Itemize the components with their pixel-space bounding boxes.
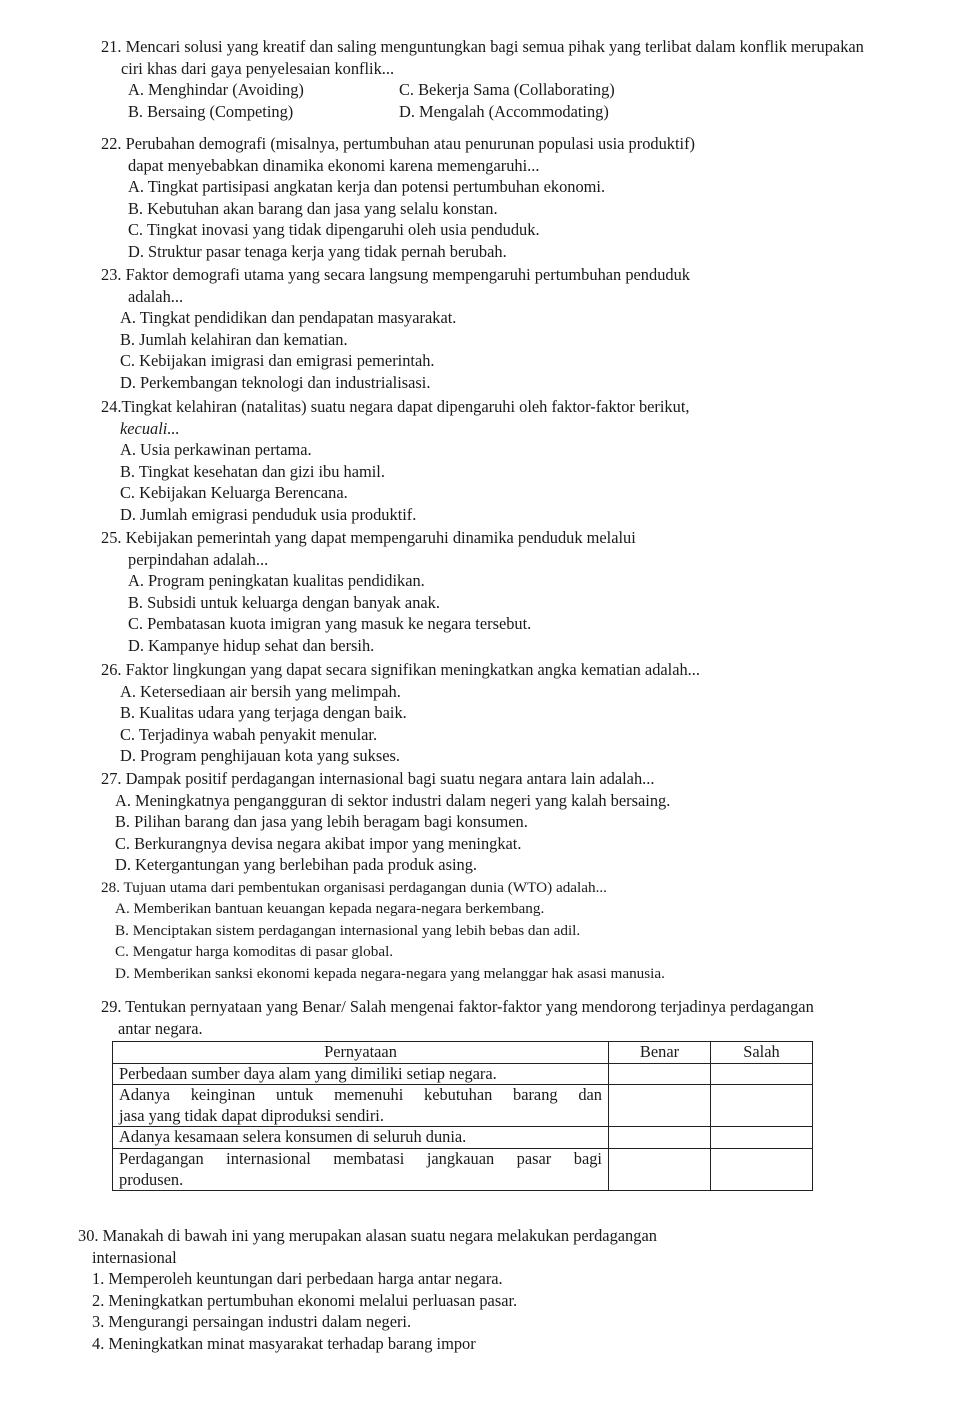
question-stem-continued: antar negara. [118,1018,203,1038]
question-stem: 23. Faktor demografi utama yang secara langsung mempengaruhi pertumbuhan penduduk [101,265,690,284]
question-stem-continued: ciri khas dari gaya penyelesaian konflik... [121,58,395,78]
option-c[interactable]: C. Tingkat inovasi yang tidak dipengaruhi oleh usia penduduk. [128,220,540,240]
benar-cell[interactable] [609,1148,711,1190]
option-c[interactable]: C. Kebijakan Keluarga Berencana. [120,483,348,503]
option-c[interactable]: C. Bekerja Sama (Collaborating) [399,80,615,100]
statement-cell [113,1148,609,1190]
table-row [113,1085,813,1127]
header-salah: Salah [711,1042,813,1064]
question-27 [101,768,670,876]
option-b[interactable]: B. Menciptakan sistem perdagangan internasional yang lebih bebas dan adil. [115,921,581,939]
question-22 [101,133,695,263]
question-29 [101,996,814,1039]
option-d[interactable]: D. Kampanye hidup sehat dan bersih. [128,635,375,655]
list-item[interactable]: 2. Meningkatkan pertumbuhan ekonomi melalui perluasan pasar. [92,1290,518,1310]
statement-text-continued: produsen. [119,1169,184,1189]
true-false-table [112,1041,813,1191]
option-d[interactable]: D. Ketergantungan yang berlebihan pada produk asing. [115,855,478,875]
question-24 [101,396,689,526]
option-b[interactable]: B. Kualitas udara yang terjaga dengan baik. [120,703,407,723]
question-stem: 22. Perubahan demografi (misalnya, pertumbuhan atau penurunan populasi usia produktif) [101,134,696,153]
statement-text: Perdagangan internasional membatasi jangkauan pasar bagi [119,1148,602,1168]
option-b[interactable]: B. Jumlah kelahiran dan kematian. [120,329,348,349]
question-stem: 25. Kebijakan pemerintah yang dapat mempengaruhi dinamika penduduk melalui [101,528,636,547]
list-item[interactable]: 4. Meningkatkan minat masyarakat terhadap barang impor [92,1333,476,1353]
salah-cell[interactable] [711,1148,813,1190]
option-c[interactable]: C. Mengatur harga komoditas di pasar global. [115,943,394,961]
salah-cell[interactable] [711,1063,813,1085]
option-b[interactable]: B. Subsidi untuk keluarga dengan banyak anak. [128,592,440,612]
option-c[interactable]: C. Berkurangnya devisa negara akibat impor yang meningkat. [115,833,522,853]
question-26 [101,659,700,767]
option-c[interactable]: C. Terjadinya wabah penyakit menular. [120,724,378,744]
options-row [128,101,864,123]
question-28 [101,877,665,984]
list-item[interactable]: 3. Mengurangi persaingan industri dalam negeri. [92,1312,412,1332]
benar-cell[interactable] [609,1085,711,1127]
question-stem: 29. Tentukan pernyataan yang Benar/ Salah mengenai faktor-faktor yang mendorong terjadinya perdagangan [101,997,814,1016]
statement-cell [113,1085,609,1127]
statement-text: Adanya keinginan untuk memenuhi kebutuhan barang dan [119,1085,602,1105]
option-d[interactable]: D. Struktur pasar tenaga kerja yang tidak pernah berubah. [128,241,507,261]
option-a[interactable]: A. Ketersediaan air bersih yang melimpah. [120,681,401,701]
list-item[interactable]: 1. Memperoleh keuntungan dari perbedaan harga antar negara. [92,1269,503,1289]
question-stem: 26. Faktor lingkungan yang dapat secara signifikan meningkatkan angka kematian adalah... [101,660,700,679]
question-stem: 24.Tingkat kelahiran (natalitas) suatu negara dapat dipengaruhi oleh faktor-faktor berikut, [101,397,690,416]
option-d[interactable]: D. Mengalah (Accommodating) [399,101,609,121]
question-23 [101,264,690,394]
table-row [113,1127,813,1149]
option-a[interactable]: A. Tingkat partisipasi angkatan kerja dan potensi pertumbuhan ekonomi. [128,177,606,197]
option-c[interactable]: C. Kebijakan imigrasi dan emigrasi pemerintah. [120,351,435,371]
salah-cell[interactable] [711,1127,813,1149]
option-d[interactable]: D. Perkembangan teknologi dan industrialisasi. [120,372,431,392]
statement-text: Adanya kesamaan selera konsumen di seluruh dunia. [119,1127,467,1147]
question-stem-continued: dapat menyebabkan dinamika ekonomi karena memengaruhi... [128,155,540,175]
statement-cell [113,1063,609,1085]
question-stem-continued: perpindahan adalah... [128,549,269,569]
option-b[interactable]: B. Tingkat kesehatan dan gizi ibu hamil. [120,461,385,481]
question-30 [78,1225,657,1355]
option-a[interactable]: A. Program peningkatan kualitas pendidikan. [128,571,425,591]
option-a[interactable]: A. Memberikan bantuan keuangan kepada negara-negara berkembang. [115,900,545,918]
option-d[interactable]: D. Memberikan sanksi ekonomi kepada negara-negara yang melanggar hak asasi manusia. [115,964,665,982]
option-a[interactable]: A. Meningkatnya pengangguran di sektor industri dalam negeri yang kalah bersaing. [115,790,671,810]
option-a[interactable]: A. Tingkat pendidikan dan pendapatan masyarakat. [120,308,457,328]
option-d[interactable]: D. Jumlah emigrasi penduduk usia produktif. [120,504,417,524]
header-pernyataan: Pernyataan [113,1042,609,1064]
table-row [113,1063,813,1085]
question-stem-continued: internasional [92,1247,177,1267]
option-d[interactable]: D. Program penghijauan kota yang sukses. [120,746,400,766]
statement-text: Perbedaan sumber daya alam yang dimiliki setiap negara. [119,1063,497,1083]
question-stem: 27. Dampak positif perdagangan internasional bagi suatu negara antara lain adalah... [101,769,655,788]
option-b[interactable]: B. Pilihan barang dan jasa yang lebih beragam bagi konsumen. [115,812,528,832]
question-stem: 30. Manakah di bawah ini yang merupakan alasan suatu negara melakukan perdagangan [78,1226,657,1245]
header-benar: Benar [609,1042,711,1064]
question-stem: 21. Mencari solusi yang kreatif dan saling menguntungkan bagi semua pihak yang terlibat dalam konflik merupakan [101,37,864,56]
option-a[interactable]: A. Usia perkawinan pertama. [120,440,312,460]
option-b[interactable]: B. Kebutuhan akan barang dan jasa yang selalu konstan. [128,198,498,218]
option-b[interactable]: B. Bersaing (Competing) [128,101,294,121]
benar-cell[interactable] [609,1063,711,1085]
question-stem-continued: adalah... [128,286,184,306]
option-c[interactable]: C. Pembatasan kuota imigran yang masuk ke negara tersebut. [128,614,532,634]
statement-text-continued: jasa yang tidak dapat diproduksi sendiri. [119,1105,384,1125]
table-row [113,1148,813,1190]
statement-cell [113,1127,609,1149]
question-25 [101,527,636,657]
table-header-row [113,1042,813,1064]
option-a[interactable]: A. Menghindar (Avoiding) [128,80,304,100]
question-stem: 28. Tujuan utama dari pembentukan organisasi perdagangan dunia (WTO) adalah... [101,879,607,896]
benar-cell[interactable] [609,1127,711,1149]
question-stem-continued: kecuali... [120,418,180,438]
question-21 [101,36,864,122]
options-row [128,79,864,101]
salah-cell[interactable] [711,1085,813,1127]
